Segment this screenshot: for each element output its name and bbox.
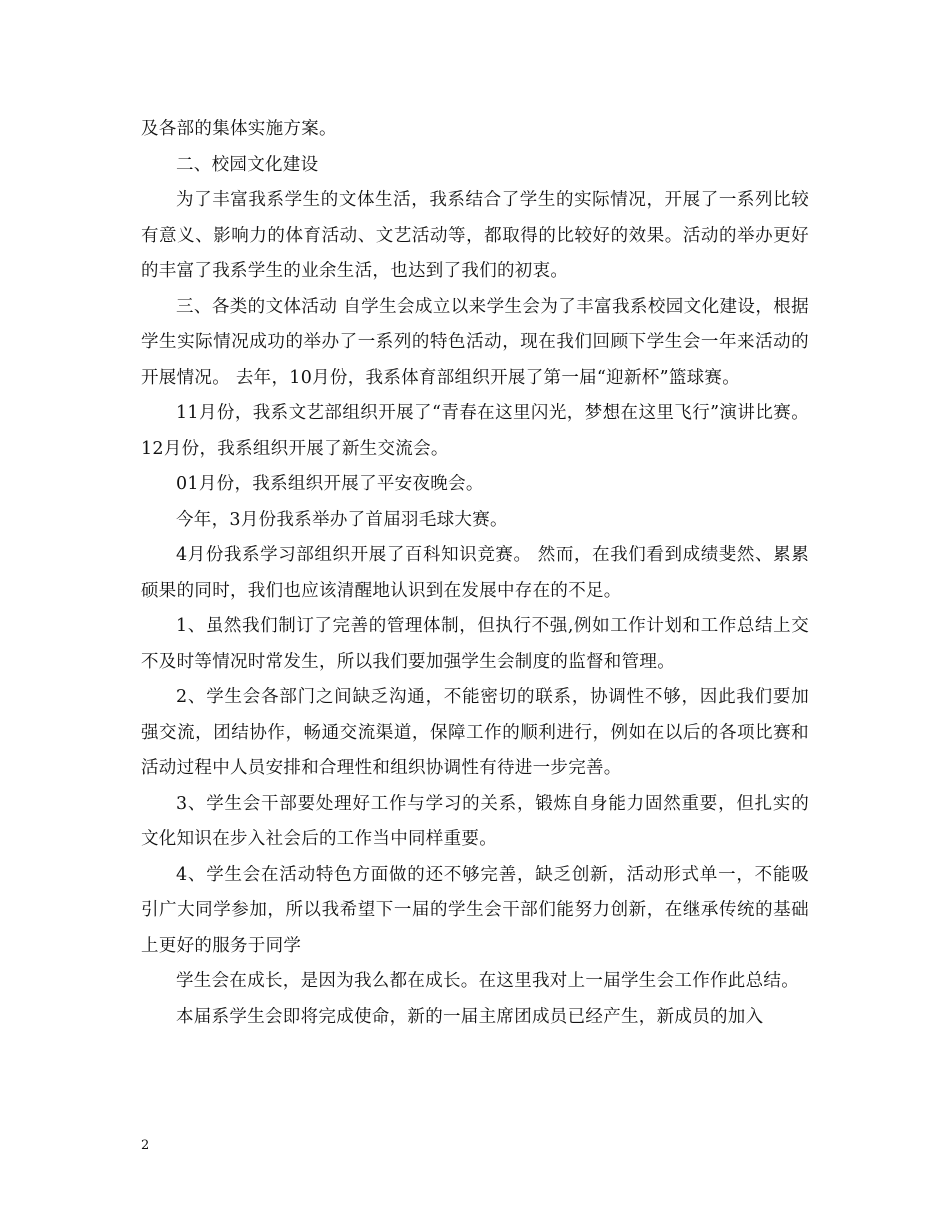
paragraph: 4月份我系学习部组织开展了百科知识竞赛。 然而，在我们看到成绩斐然、累累硕果的同时，我们也应该清醒地认识到在发展中存在的不足。 xyxy=(141,545,809,601)
paragraph: 学生会在成长，是因为我么都在成长。在这里我对上一届学生会工作作此总结。 xyxy=(176,971,799,991)
paragraph: 今年，3月份我系举办了首届羽毛球大赛。 xyxy=(176,509,508,530)
paragraph: 为了丰富我系学生的文体生活，我系结合了学生的实际情况，开展了一系列比较有意义、影响力的体育活动、文艺活动等，都取得的比较好的效果。活动的举办更好的丰富了我系学生的业余生活，也达到了我们的初衷。 xyxy=(141,190,809,281)
list-item-shortcoming-3: 3、学生会干部要处理好工作与学习的关系，锻炼自身能力固然重要，但扎实的文化知识在步入社会后的工作当中同样重要。 xyxy=(141,793,809,849)
list-item-shortcoming-4: 4、学生会在活动特色方面做的还不够完善，缺乏创新，活动形式单一，不能吸引广大同学参加，所以我希望下一届的学生会干部们能努力创新，在继承传统的基础上更好的服务于同学 xyxy=(141,864,809,956)
paragraph-continued: 及各部的集体实施方案。 xyxy=(141,119,337,139)
document-body xyxy=(141,112,809,1035)
section-heading-campus-culture: 二、校园文化建设 xyxy=(176,154,319,175)
page-number: 2 xyxy=(141,1138,150,1153)
paragraph: 11月份，我系文艺部组织开展了“青春在这里闪光，梦想在这里飞行”演讲比赛。 12月份，我系组织开展了新生交流会。 xyxy=(141,403,809,459)
paragraph: 本届系学生会即将完成使命，新的一届主席团成员已经产生，新成员的加入 xyxy=(176,1006,764,1027)
section-heading-activities-paragraph: 三、各类的文体活动 自学生会成立以来学生会为了丰富我系校园文化建设，根据学生实际情况成功的举办了一系列的特色活动，现在我们回顾下学生会一年来活动的开展情况。 去年，10月份，我系体育部组织开展了第一届“迎新杯”篮球赛。 xyxy=(141,296,809,388)
paragraph: 01月份，我系组织开展了平安夜晚会。 xyxy=(176,474,484,494)
list-item-shortcoming-2: 2、学生会各部门之间缺乏沟通，不能密切的联系，协调性不够，因此我们要加强交流，团结协作，畅通交流渠道，保障工作的顺利进行，例如在以后的各项比赛和活动过程中人员安排和合理性和组织协调性有待进一步完善。 xyxy=(141,687,809,778)
list-item-shortcoming-1: 1、虽然我们制订了完善的管理体制，但执行不强,例如工作计划和工作总结上交不及时等情况时常发生，所以我们要加强学生会制度的监督和管理。 xyxy=(141,616,809,672)
